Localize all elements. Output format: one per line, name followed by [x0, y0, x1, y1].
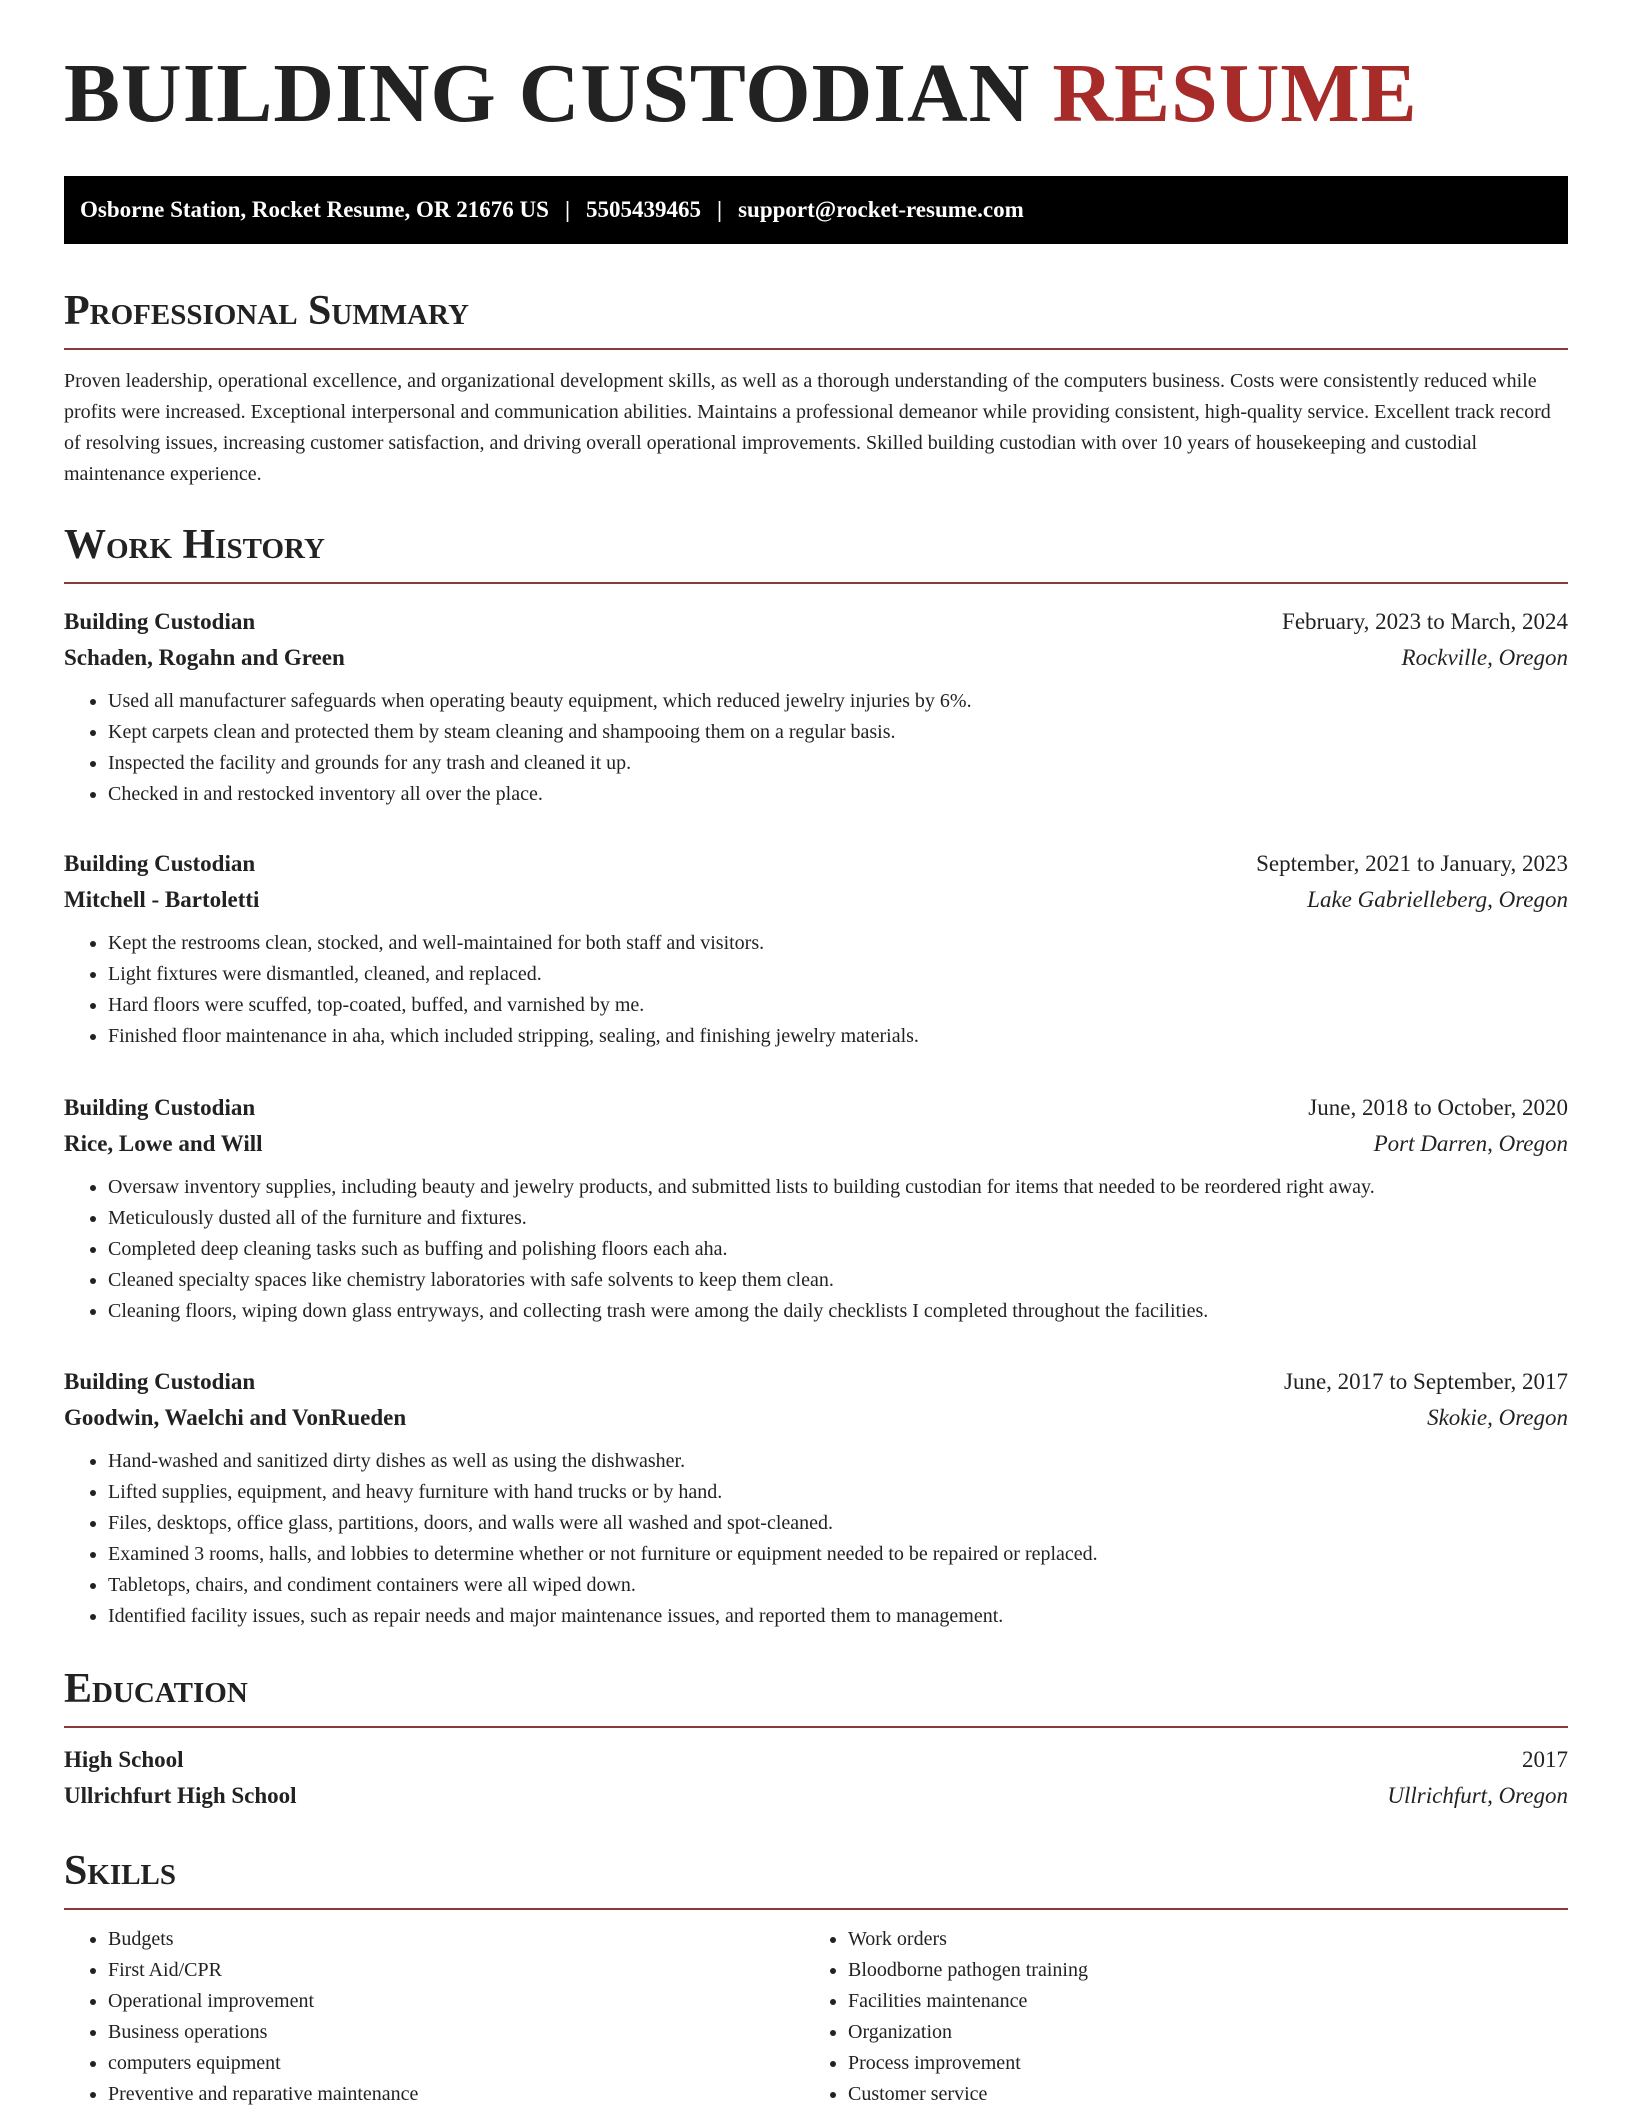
job-bullets: [64, 928, 1568, 1052]
contact-separator: |: [564, 197, 571, 222]
summary-heading: Professional Summary: [64, 290, 1568, 350]
job-dates: June, 2017 to September, 2017: [1284, 1369, 1568, 1394]
skills-section: [64, 1850, 1568, 2110]
job-location: Skokie, Oregon: [1427, 1405, 1568, 1430]
skill-item: • Bloodborne pathogen training: [848, 1955, 1544, 1986]
job-entry: [64, 1364, 1568, 1632]
list-item: • Cleaning floors, wiping down glass entryways, and collecting trash were among the daily checklists I completed throughout the facilities.: [108, 1296, 1568, 1327]
job-location: Port Darren, Oregon: [1373, 1131, 1568, 1156]
work-heading: Work History: [64, 524, 1568, 584]
list-item: • Oversaw inventory supplies, including beauty and jewelry products, and submitted lists to building custodian for items that needed to be reordered right away.: [108, 1172, 1568, 1203]
list-item: • Kept the restrooms clean, stocked, and well-maintained for both staff and visitors.: [108, 928, 1568, 959]
job-company: Mitchell - Bartoletti: [64, 887, 260, 912]
skill-item: • Customer service: [848, 2079, 1544, 2110]
skill-item: • Business operations: [108, 2017, 804, 2048]
skill-item: • First Aid/CPR: [108, 1955, 804, 1986]
job-company: Goodwin, Waelchi and VonRueden: [64, 1405, 407, 1430]
contact-email: support@rocket-resume.com: [738, 197, 1024, 222]
education-degree: High School: [64, 1747, 184, 1772]
skill-item: • Budgets: [108, 1924, 804, 1955]
job-title: Building Custodian: [64, 1095, 256, 1120]
skills-heading: Skills: [64, 1850, 1568, 1910]
education-year: 2017: [1522, 1747, 1568, 1772]
skill-item: • Work orders: [848, 1924, 1544, 1955]
skills-columns: [64, 1924, 1568, 2110]
job-company: Schaden, Rogahn and Green: [64, 645, 345, 670]
job-company: Rice, Lowe and Will: [64, 1131, 263, 1156]
list-item: • Lifted supplies, equipment, and heavy furniture with hand trucks or by hand.: [108, 1477, 1568, 1508]
work-section: [64, 524, 1568, 584]
summary-text: Proven leadership, operational excellence, and organizational development skills, as well as a thorough understanding of the computers business. Costs were consistently reduced while profits were increased. Exceptional interpersonal and communication abilities. Maintains a professional demeanor while providing consistent, high-quality service. Excellent track record of resolving issues, increasing customer satisfaction, and driving overall operational improvements. Skilled building custodian with over 10 years of housekeeping and custodial maintenance experience.: [64, 370, 1551, 485]
resume-title: [64, 47, 1418, 140]
job-bullets: [64, 1172, 1568, 1327]
skill-item: • Facilities maintenance: [848, 1986, 1544, 2017]
skill-item: • Process improvement: [848, 2048, 1544, 2079]
job-title: Building Custodian: [64, 851, 256, 876]
job-entry: [64, 846, 1568, 1052]
education-school: Ullrichfurt High School: [64, 1783, 297, 1808]
list-item: • Completed deep cleaning tasks such as buffing and polishing floors each aha.: [108, 1234, 1568, 1265]
list-item: • Kept carpets clean and protected them by steam cleaning and shampooing them on a regular basis.: [108, 717, 1568, 748]
list-item: • Checked in and restocked inventory all over the place.: [108, 779, 1568, 810]
job-bullets: [64, 686, 1568, 810]
contact-separator: |: [717, 197, 723, 222]
list-item: • Examined 3 rooms, halls, and lobbies to determine whether or not furniture or equipment needed to be repaired or replaced.: [108, 1539, 1568, 1570]
job-bullets: [64, 1446, 1568, 1632]
education-section: [64, 1668, 1568, 1814]
list-item: • Light fixtures were dismantled, cleaned, and replaced.: [108, 959, 1568, 990]
list-item: • Hard floors were scuffed, top-coated, buffed, and varnished by me.: [108, 990, 1568, 1021]
job-entry: [64, 1090, 1568, 1327]
job-title: Building Custodian: [64, 609, 256, 634]
list-item: • Used all manufacturer safeguards when operating beauty equipment, which reduced jewelry injuries by 6%.: [108, 686, 1568, 717]
skill-item: • computers equipment: [108, 2048, 804, 2079]
title-main: BUILDING CUSTODIAN: [64, 47, 1031, 140]
list-item: • Inspected the facility and grounds for any trash and cleaned it up.: [108, 748, 1568, 779]
list-item: • Tabletops, chairs, and condiment containers were all wiped down.: [108, 1570, 1568, 1601]
list-item: • Identified facility issues, such as repair needs and major maintenance issues, and reported them to management.: [108, 1601, 1568, 1632]
job-dates: June, 2018 to October, 2020: [1308, 1095, 1568, 1120]
summary-section: [64, 290, 1568, 490]
list-item: • Cleaned specialty spaces like chemistry laboratories with safe solvents to keep them clean.: [108, 1265, 1568, 1296]
job-title: Building Custodian: [64, 1369, 256, 1394]
skills-right-column: [804, 1924, 1544, 2110]
education-heading: Education: [64, 1668, 1568, 1728]
contact-address: Osborne Station, Rocket Resume, OR 21676 US: [80, 197, 549, 222]
list-item: • Finished floor maintenance in aha, which included stripping, sealing, and finishing jewelry materials.: [108, 1021, 1568, 1052]
education-location: Ullrichfurt, Oregon: [1387, 1783, 1568, 1808]
skill-item: • Operational improvement: [108, 1986, 804, 2017]
list-item: • Files, desktops, office glass, partitions, doors, and walls were all washed and spot-cleaned.: [108, 1508, 1568, 1539]
skill-item: • Preventive and reparative maintenance: [108, 2079, 804, 2110]
skills-left-column: [64, 1924, 804, 2110]
title-accent: RESUME: [1052, 47, 1418, 140]
list-item: • Hand-washed and sanitized dirty dishes as well as using the dishwasher.: [108, 1446, 1568, 1477]
job-dates: February, 2023 to March, 2024: [1282, 609, 1568, 634]
job-entry: [64, 604, 1568, 810]
skill-item: • Organization: [848, 2017, 1544, 2048]
job-location: Rockville, Oregon: [1401, 645, 1568, 670]
job-location: Lake Gabrielleberg, Oregon: [1307, 887, 1568, 912]
contact-bar: [64, 176, 1568, 244]
contact-phone: 5505439465: [586, 197, 702, 222]
job-dates: September, 2021 to January, 2023: [1256, 851, 1568, 876]
list-item: • Meticulously dusted all of the furniture and fixtures.: [108, 1203, 1568, 1234]
